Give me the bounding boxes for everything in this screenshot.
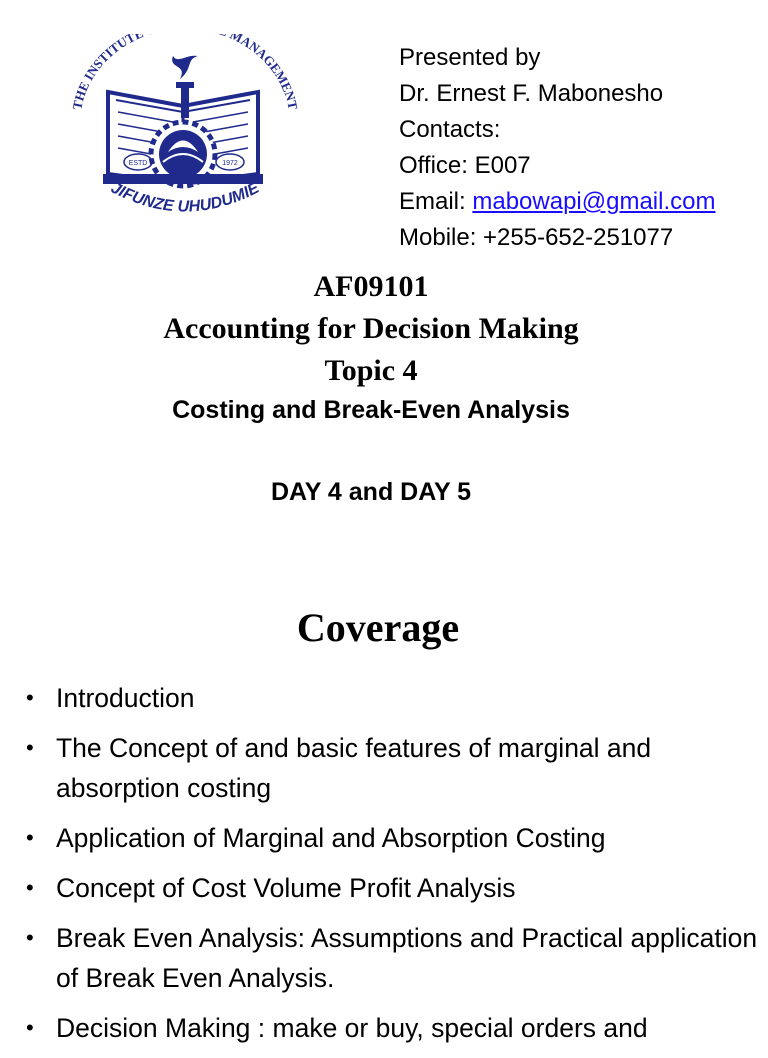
presenter-contact [399, 40, 715, 256]
list-item [26, 918, 766, 998]
list-item-text: Break Even Analysis: Assumptions and Practical application of Break Even Analysis. [56, 923, 758, 993]
email-label: Email: [399, 188, 473, 215]
list-item-text: Decision Making : make or buy, special orders and [56, 1013, 648, 1043]
logo-year-text: 1972 [222, 160, 238, 167]
bullet-icon: • [26, 825, 34, 850]
presented-by-label: Presented by [399, 44, 541, 71]
list-item [26, 1008, 766, 1048]
logo-motto: JIFUNZE UHUDUMIE [108, 179, 262, 216]
bullet-icon: • [26, 875, 34, 900]
list-item [26, 678, 766, 718]
course-code: AF09101 [313, 270, 429, 303]
logo-arc-text: THE INSTITUT MANAGEMENT [69, 34, 301, 111]
contacts-label: Contacts: [399, 116, 501, 143]
list-item-text: Introduction [56, 683, 195, 713]
bullet-icon: • [26, 925, 34, 950]
days-label: DAY 4 and DAY 5 [270, 478, 472, 506]
coverage-list [26, 678, 766, 1058]
course-name: Accounting for Decision Making [163, 312, 579, 345]
mobile-text: Mobile: +255-652-251077 [399, 224, 674, 251]
list-item [26, 818, 766, 858]
bullet-icon: • [26, 685, 34, 710]
list-item [26, 728, 766, 808]
coverage-heading: Coverage [296, 605, 460, 650]
topic-number: Topic 4 [324, 354, 418, 387]
presenter-name: Dr. Ernest F. Mabonesho [399, 80, 664, 107]
bullet-icon: • [26, 1015, 34, 1040]
institute-logo [68, 34, 302, 240]
email-link[interactable]: mabowapi@gmail.com [472, 188, 716, 215]
office-text: Office: E007 [399, 152, 531, 179]
list-item-text: Concept of Cost Volume Profit Analysis [56, 873, 516, 903]
bullet-icon: • [26, 735, 34, 760]
list-item [26, 868, 766, 908]
logo-estd-text: ESTD [128, 160, 148, 167]
topic-subtitle: Costing and Break-Even Analysis [172, 396, 570, 424]
institute-seal-icon [68, 34, 302, 240]
email-line [399, 184, 715, 220]
list-item-text: Application of Marginal and Absorption Costing [56, 823, 606, 853]
list-item-text: The Concept of and basic features of marginal and absorption costing [56, 733, 652, 803]
